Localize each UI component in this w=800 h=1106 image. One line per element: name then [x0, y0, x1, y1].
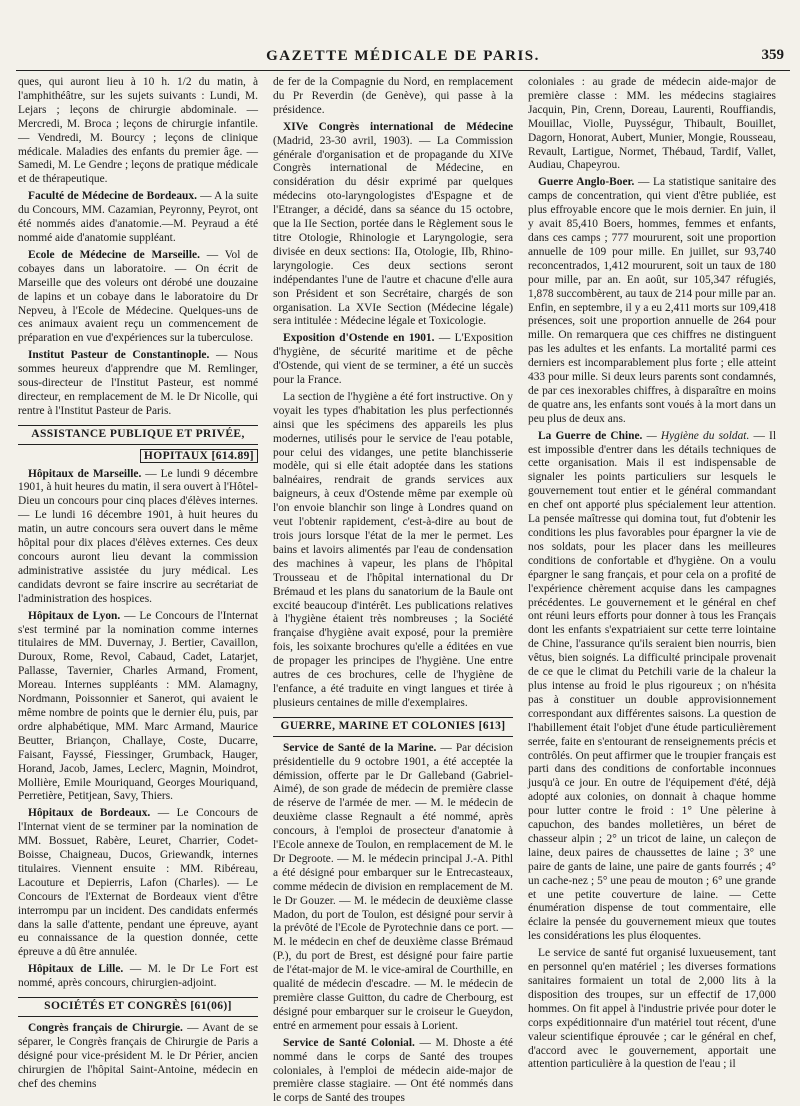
article-paragraph: coloniales : au grade de médecin aide-major de première classe : MM. les médecins stagiaires Jacquin, Pin, Crenn, Doreau, Laurenti, Rouffiandis, Mouillac, Violle, Puysségur, Thibault, Bouillet, Dagorn, Honorat, Aubert, Munier, Mongie, Rousseau, Revault, Lartigue, Normet, Thébaud, Tardif, Vallet, Audiau, Chapeyrou. [528, 76, 776, 172]
article-text: — Par décision présidentielle du 9 octobre 1901, a été acceptée la démission, offerte par le Dr Galleband (Gabriel-Aimé), de son grade de médecin de première classe de réserve de l'armée de mer. — M. le médecin de deuxième classe Regnault a été nommé, après concours, à l'emploi de prosecteur d'anatomie à l'Ecole annexe de Toulon, en remplacement de M. le Dr Degroote. — M. le médecin principal J.-A. Pithl a été désigné pour embarquer sur le Entrecasteaux, comme médecin de division en remplacement de M. le Dr Gouzer. — M. le médecin de deuxième classe Madon, du port de Toulon, est désigné pour servir à la prévôté de l'Ecole de Pyrotechnie dans ce port. — M. le médecin en chef de deuxième classe Brémaud (P.), du port de Brest, est désigné pour faire partie de l'état-major de M. le vice-amiral de Courthille, en qualité de médecin d'escadre. — M. le médecin de première classe Guitton, du cadre de Cherbourg, est désigné pour embarquer sur le croiseur le Gueydon, entré en armement pour essais à Lorient. [273, 741, 513, 1032]
article-text: — Nous sommes heureux d'apprendre que M. Remlinger, sous-directeur de l'Institut Pasteur, est nommé directeur, en remplacement de M. le Dr Nicolle, qui rentre à l'Institut Pasteur de Paris. [18, 349, 258, 417]
article-paragraph: de fer de la Compagnie du Nord, en remplacement du Pr Reverdin (de Genève), qui passe à la présidence. [273, 76, 513, 116]
article-heading: Exposition d'Ostende en 1901. [283, 332, 435, 345]
article-text: — Avant de se séparer, le Congrès français de Chirurgie de Paris a désigné pour vice-président M. le Dr Périer, ancien chirurgien de l'hôpital Saint-Antoine, médecin en chef des chemins [18, 1022, 258, 1090]
article-text: — Le Concours de l'Internat s'est terminé par la nomination comme internes titulaires de MM. Duvernay, J. Bertier, Cavaillon, Duroux, Rome, Revol, Cabaud, Cadet, Latarjet, Pallasse, Tavernier, Charles Armand, Froment, Moreau. Internes suppléants : MM. Alamagny, Nordmann, Poissonnier et Sanerot, qui avaient le même nombre de points que le dernier élu, puis, par ordre alphabétique, MM. Marc Armand, Maurice Beutter, Briançon, Challaye, Coste, Ducarre, Faisant, Fayssé, Fiessinger, Grumback, Hauger, Horand, Jacob, James, Leclerc, Magnin, Moindrot, Mollière, Emile Mouriquand, Georges Mouriquand, Perretière, Petitjean, Savy, Thiers. [18, 609, 258, 803]
article-heading: Hôpitaux de Lille. [28, 963, 124, 976]
page-number: 359 [761, 47, 784, 63]
section-subheading [18, 450, 258, 464]
section-heading: SOCIÉTÉS ET CONGRÈS [61(06)] [18, 997, 258, 1017]
article-heading: Guerre Anglo-Boer. [538, 176, 635, 189]
article-heading: Hôpitaux de Lyon. [28, 609, 121, 622]
article-heading: Congrès français de Chirurgie. [28, 1022, 183, 1034]
section-heading: ASSISTANCE PUBLIQUE ET PRIVÉE, [18, 425, 258, 445]
article-paragraph [18, 190, 258, 246]
article-text: — La statistique sanitaire des camps de concentration, qui vient d'être publiée, est plus effroyable encore que le mois dernier. En juin, il y avait 85,410 Boers, hommes, femmes et enfants, dans ces camps ; 777 moururent, soit une proportion annuelle de 109 pour mille. En juillet, sur 93,740 reconcentrados, 1,412 moururent, soit un taux de 180 pour mille, par an. En août, sur 105,347 réfugiés, 1,878 succombèrent, au taux de 214 pour mille par an. Enfin, en septembre, il y a eu 2,411 morts sur 109,418 présences, soit une proportion annuelle de 264 pour mille. On remarquera que ces chiffres ne distinguent pas les adultes et les enfants. La mortalité parmi ces derniers est incomparablement plus forte ; elle atteint 433 pour mille. Si deux leurs parents sont condamnés, de par ces inexorables chiffres, à disparaître en moins de quatre ans, les enfants sont voués à la mort dans un peu plus de deux ans. [528, 176, 776, 425]
article-paragraph [18, 610, 258, 805]
article-paragraph [18, 349, 258, 419]
article-heading: Hôpitaux de Bordeaux. [28, 807, 151, 820]
article-text: — M. le Dr Le Fort est nommé, après concours, chirurgien-adjoint. [18, 963, 258, 990]
article-heading: Institut Pasteur de Constantinople. [28, 349, 210, 362]
article-text: (Madrid, 23-30 avril, 1903). — La Commission générale d'organisation et de propagande du XIVe Congrès international de Médecine, en considération du désir exprimé par quelques médecins oto-laryngologistes d'Espagne et de l'Etranger, a décidé, dans sa séance du 15 octobre, que la IIe Section, portée dans le Règlement sous le titre Otologie, Rhinologie et Laryngologie, sera divisée en deux sections: IIa, Otologie, IIb, Rhino-laryngologie. Ces deux sections seront indépendantes l'une de l'autre et chacune d'elle aura son Président et son Secrétaire, chargés de son organisation. La XVIe Section (Médecine légale) sera intitulée : Médecine légale et Toxicologie. [273, 134, 513, 328]
column-right [528, 76, 777, 1071]
article-paragraph [273, 121, 513, 330]
column-left [18, 76, 258, 1090]
article-paragraph [18, 963, 258, 991]
article-paragraph [528, 176, 776, 426]
article-heading: XIVe Congrès international de Médecine [283, 120, 513, 133]
article-paragraph [273, 1037, 513, 1106]
column-middle [273, 76, 513, 1105]
article-paragraph [18, 249, 258, 346]
article-text: — A la suite du Concours, MM. Cazamian, Peyronny, Peyrot, ont été nommés aides d'anatomie.—M. Peyraud a été nommé aide d'anatomie suppléant. [18, 190, 258, 244]
article-heading: Service de Santé Colonial. [283, 1036, 415, 1049]
article-subtitle: — Hygiène du soldat. [642, 429, 750, 442]
article-paragraph [273, 332, 513, 388]
article-text: — Le Concours de l'Internat vient de se terminer par la nomination de MM. Bossuet, Rabère, Leuret, Charrier, Codet-Boisse, Chaigneau, Ducos, Griewandk, internes titulaires. Viennent ensuite : MM. Ribéreau, Lacouture et Depierris, Lafon (Charles). — Le Concours de l'Externat de Bordeaux vient d'être interrompu par un incident. Des candidats enfermés dans la salle d'attente, pendant une épreuve, ayant eu connaissance de la question donnée, cette épreuve a dû être annulée. [18, 807, 258, 959]
article-paragraph: ques, qui auront lieu à 10 h. 1/2 du matin, à l'amphithéâtre, sur les sujets suivants : Lundi, M. Lejars ; leçons de chirurgie abdominale. — Mercredi, M. Broca ; leçons de chirurgie infantile. — Vendredi, M. Bourcy ; leçons de clinique médicale. Maladies des enfants du premier âge. — Samedi, M. Le Gendre ; leçons de pratique médicale et de thérapeutique. [18, 76, 258, 186]
article-paragraph: Le service de santé fut organisé luxueusement, tant en personnel qu'en matériel ; les diverses formations sanitaires formaient un total de 2,000 lits à la disposition des troupes, sur un effectif de 17,000 hommes. On fit appel à l'industrie privée pour doter le corps expéditionnaire d'un matériel tout récent, d'une valeur scientifique éprouvée ; car le général en chef, d'accord avec le gouvernement, apportait une attention particulière à la question de l'eau ; il [528, 947, 776, 1071]
section-heading: GUERRE, MARINE ET COLONIES [613] [273, 717, 513, 737]
journal-title: GAZETTE MÉDICALE DE PARIS. [266, 48, 540, 64]
article-heading: Hôpitaux de Marseille. [28, 467, 142, 480]
article-heading: Service de Santé de la Marine. [283, 741, 437, 754]
page-header [16, 48, 790, 71]
article-text: — M. Dhoste a été nommé dans le corps de Santé des troupes coloniales, à l'emploi de médecin aide-major de première classe stagiaire. — Ont été nommés dans le corps de Santé des troupes [273, 1036, 513, 1105]
article-text: — L'Exposition d'hygiène, de sécurité maritime et de pêche d'Ostende, qui vient de se terminer, a été un succès pour la France. [273, 332, 513, 387]
article-paragraph [18, 807, 258, 960]
article-paragraph [528, 430, 776, 945]
article-paragraph [18, 1022, 258, 1092]
section-code: HOPITAUX [614.89] [140, 449, 258, 463]
article-text: — Vol de cobayes dans un laboratoire. — On écrit de Marseille que des voleurs ont dérobé une douzaine de lapins et un cobaye dans le laboratoire du Dr Nepveu, à l'Ecole de Médecine. Quelques-uns de ces animaux avaient reçu un commencement de préparation en vue d'expériences sur la tuberculose. [18, 248, 258, 345]
article-paragraph [18, 468, 258, 607]
article-heading: Faculté de Médecine de Bordeaux. [28, 190, 197, 203]
article-text: — Il est impossible d'entrer dans les détails techniques de cette organisation. Mais il est indispensable de signaler les points particuliers sur lesquels le gouvernement tout entier et le général commandant en chef ont apporté plus spécialement leur attention. La pensée maîtresse qui domina tout, fut d'obtenir les conditions les plus favorables pour épargner la vie de nos soldats, pour les placer dans les meilleures conditions de confortable et d'hygiène. On a voulu épargner le sang français, et pour cela on a profité de l'expérience chèrement acquise dans les campagnes précédentes. Le gouvernement et le général en chef ont réuni leurs efforts pour donner à tous les Français dont les enfants s'expatriaient sur cette terre lointaine de Chine, l'assurance qu'ils seraient bien nourris, bien vêtus, bien soignés. La difficulté principale provenait de ce que le climat du Petchili varie de la chaleur la plus intense au froid le plus rigoureux ; on n'hésita pas à constituer un double approvisionnement correspondant aux différentes saisons. La question de l'habillement était l'objet d'une étude particulièrement serrée, faite en s'entourant de renseignements précis et contrôlés. On peut affirmer que le troupier français est parti dans des conditions de confortable inconnues jusqu'à ce jour. En outre de l'équipement d'été, déjà adopté aux colonies, on donnait à chaque homme pour lutter contre le froid : 1° Une pèlerine à capuchon, des bandes molletières, un béret de chasseur alpin ; 2° un tricot de laine, un caleçon de laine, deux paires de chaussettes de laine ; 3° une paire de gants de laine, une paire de gants fourrés ; 4° un cache-nez ; 5° une peau de mouton ; 6° une grande et une petite couverture de laine. — Cette énumération dispense de tout commentaire, elle éclaire la pensée du gouvernement mieux que toutes les considérations les plus éloquentes. [528, 429, 777, 943]
article-paragraph [273, 742, 513, 1034]
article-heading: Ecole de Médecine de Marseille. [28, 248, 200, 261]
article-text: — Le lundi 9 décembre 1901, à huit heures du matin, il sera ouvert à l'Hôtel-Dieu un concours pour cinq places d'élèves internes. — Le lundi 16 décembre 1901, à huit heures du matin, un autre concours sera ouvert dans le même hôpital pour dix places d'élèves externes. Ces deux concours auront lieu devant la commission administrative assistée du jury médical. Les candidats devront se faire inscrire au secrétariat de l'administration des hospices. [18, 467, 258, 605]
article-heading: La Guerre de Chine. [538, 429, 643, 442]
article-paragraph: La section de l'hygiène a été fort instructive. On y voyait les types d'habitation les plus perfectionnés ainsi que les spécimens des appareils les plus modernes, utilisés pour le service de l'eau potable, pour celui des vidanges, une petite blanchisserie modèle, qui si elle était adoptée dans les stations balnéaires, rendrait de grands services aux baigneurs, à ceux d'Ostende même par exemple où l'on envoie blanchir son linge à Londres quand on veut l'obtenir rapidement, c'est-à-dire au bout de trois jours lorsque l'état de la mer le permet. Les bains et lavoirs alimentés par l'eau de condensation des machines à vapeur, les plans de l'hôpital Trousseau et de l'hôpital international du Dr Brémaud et les plans du sanatorium de la Baule ont excité beaucoup d'intérêt. Les publications relatives à l'hygiène étaient très nombreuses ; la Société française d'hygiène avait exposé, pour la première fois, les soixante brochures qu'elle a éditées en vue de propager les principes de l'hygiène. Une entre autres de ces brochures, celle de l'hygiène de l'enfance, a été traduite en vingt langues et tirée à plusieurs centaines de mille d'exemplaires. [273, 390, 513, 709]
